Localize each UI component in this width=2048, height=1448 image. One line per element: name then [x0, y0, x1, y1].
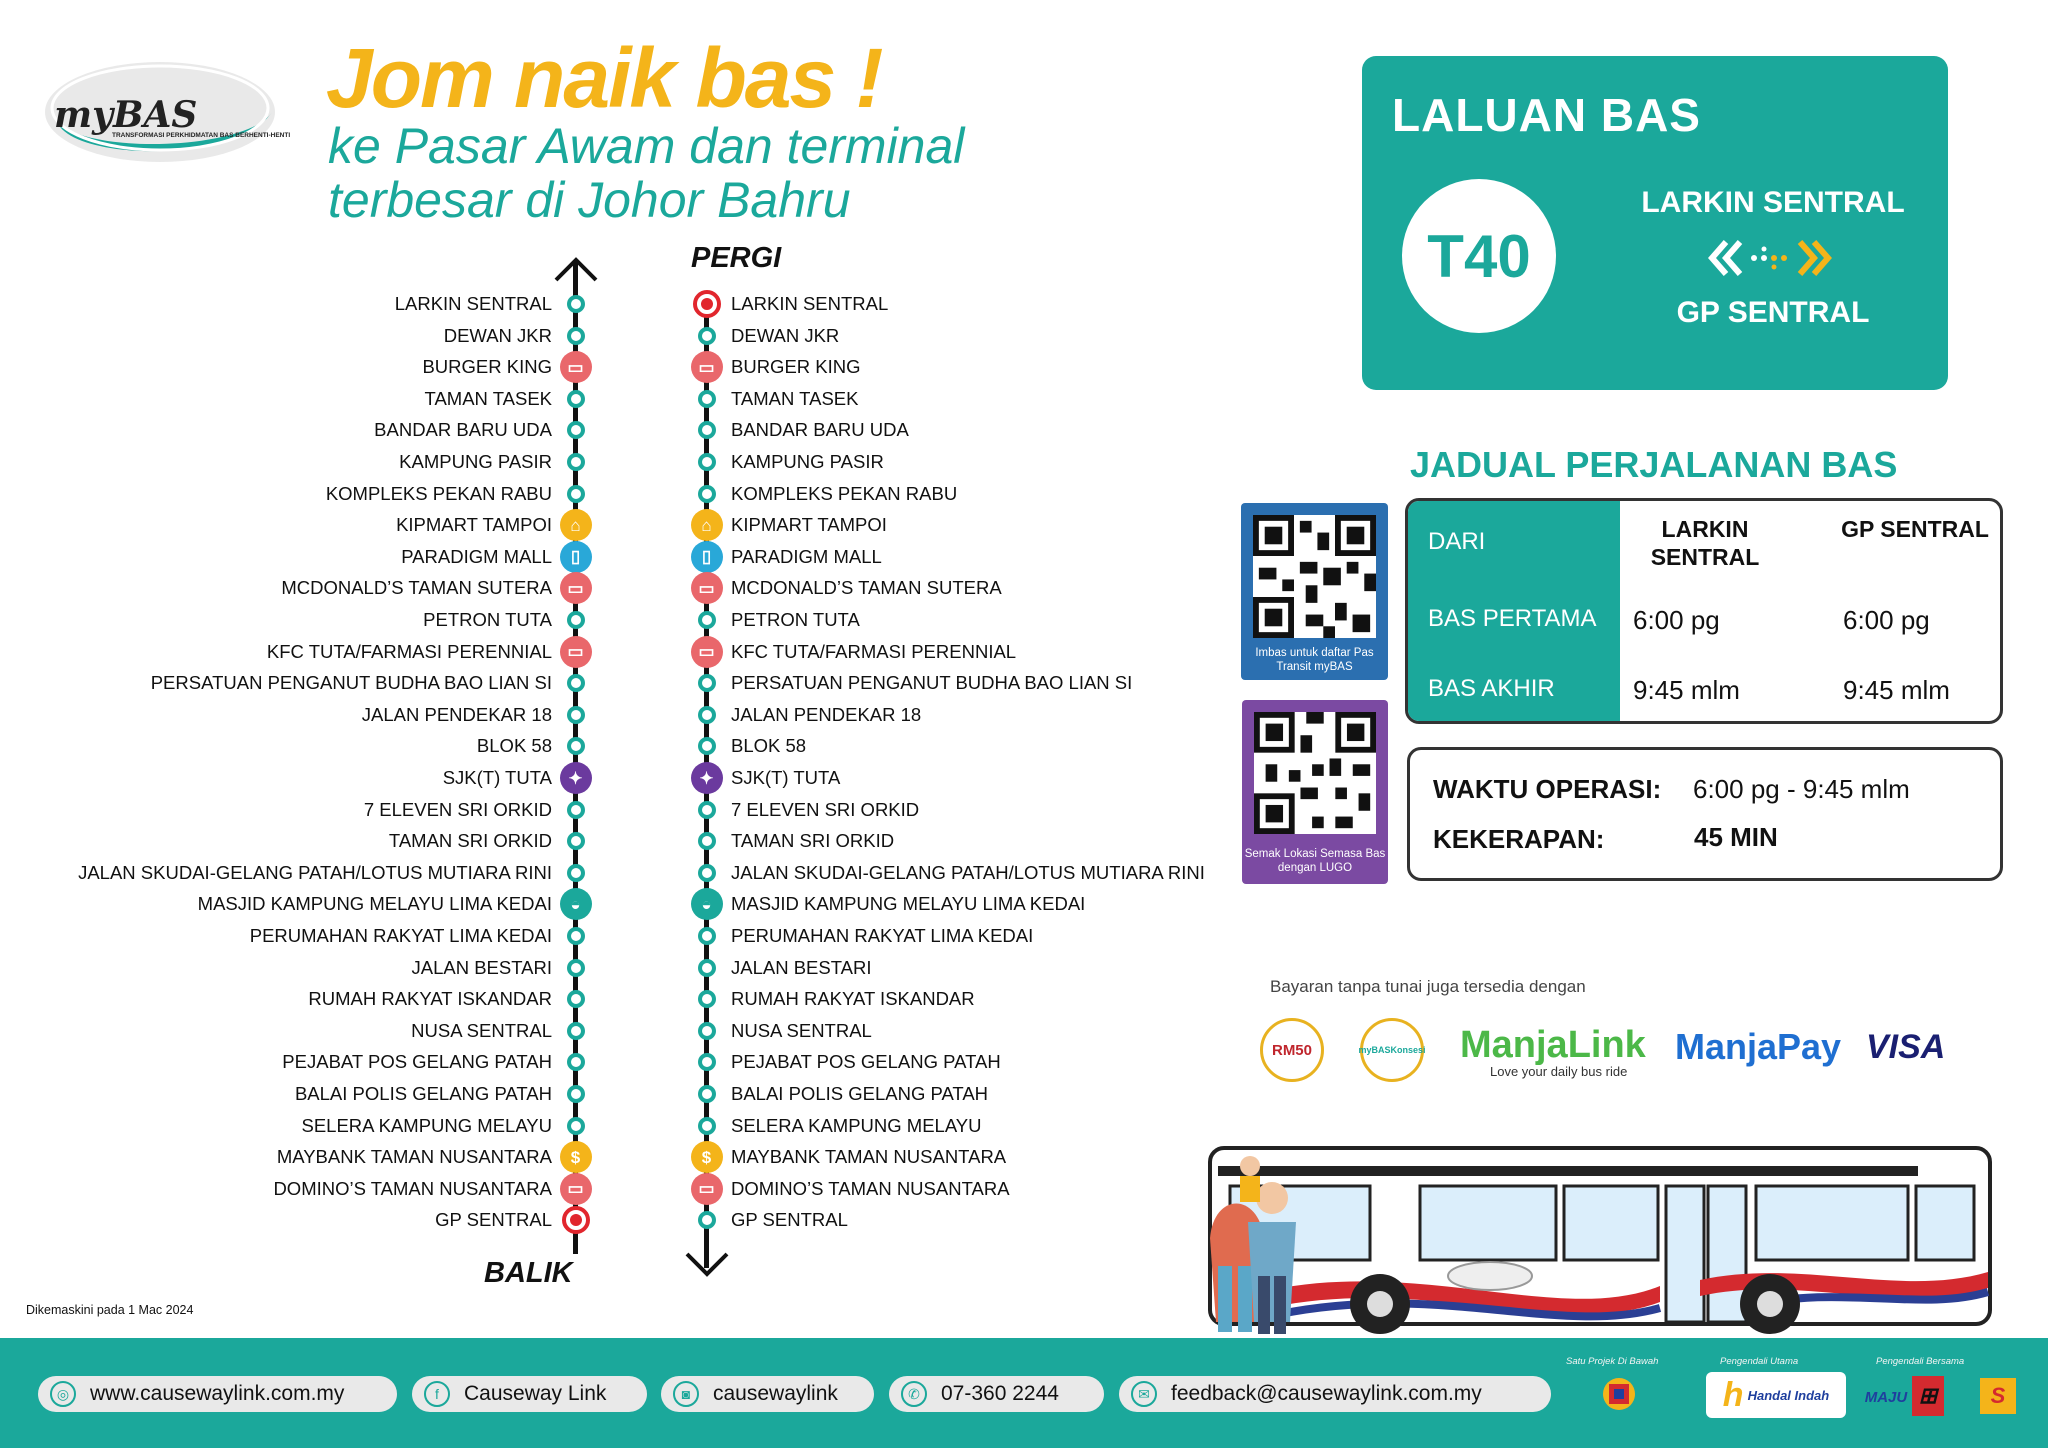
stop-label-pergi: SELERA KAMPUNG MELAYU [731, 1114, 982, 1136]
stop-label-balik: DEWAN JKR [443, 324, 552, 346]
stop-marker-icon [698, 421, 716, 439]
stop-marker-icon [567, 390, 585, 408]
stop-marker-icon [567, 1117, 585, 1135]
phone-icon: ✆ [901, 1381, 927, 1407]
stop-label-balik: JALAN SKUDAI-GELANG PATAH/LOTUS MUTIARA RINI [78, 861, 552, 883]
handal-mark-icon: h [1722, 1375, 1744, 1414]
stop-marker-icon [567, 1053, 585, 1071]
stop-label-pergi: TAMAN SRI ORKID [731, 830, 895, 852]
direction-label-out: PERGI [691, 242, 782, 274]
stop-marker-icon [567, 864, 585, 882]
website-text: www.causewaylink.com.my [90, 1382, 345, 1405]
stop-label-pergi: RUMAH RAKYAT ISKANDAR [731, 988, 975, 1010]
stop-label-pergi: JALAN PENDEKAR 18 [731, 703, 922, 725]
stop-label-balik: PETRON TUTA [423, 609, 552, 630]
stop-label-pergi: GP SENTRAL [731, 1209, 848, 1231]
stop-marker-icon [698, 1211, 716, 1229]
globe-icon: ◎ [50, 1381, 76, 1407]
operation-hours-label: WAKTU OPERASI: [1433, 774, 1662, 804]
stop-label-pergi: PERSATUAN PENGANUT BUDHA BAO LIAN SI [731, 672, 1133, 694]
stop-label-pergi: MASJID KAMPUNG MELAYU LIMA KEDAI [731, 893, 1086, 915]
stop-label-balik: SELERA KAMPUNG MELAYU [301, 1114, 552, 1136]
stop-marker-icon [567, 295, 585, 313]
stop-label-pergi: MAYBANK TAMAN NUSANTARA [731, 1146, 1007, 1168]
stop-label-balik: DOMINO’S TAMAN NUSANTARA [273, 1177, 552, 1199]
food-icon: ▭ [691, 351, 723, 383]
facebook-link[interactable] [412, 1376, 647, 1412]
stop-marker-icon [698, 1117, 716, 1135]
stop-marker-icon [567, 421, 585, 439]
frequency-label: KEKERAPAN: [1433, 824, 1605, 854]
stop-label-balik: RUMAH RAKYAT ISKANDAR [308, 988, 552, 1010]
bank-icon: $ [560, 1141, 592, 1173]
qr-caption-2: Semak Lokasi Semasa Bas dengan LUGO [1244, 848, 1386, 874]
last-bus-gp: 9:45 mlm [1843, 675, 1950, 705]
email-link[interactable] [1119, 1376, 1551, 1412]
stop-label-balik: PEJABAT POS GELANG PATAH [282, 1051, 552, 1073]
subheadline-1: ke Pasar Awam dan terminal [328, 118, 965, 174]
stop-label-balik: TAMAN TASEK [424, 387, 552, 409]
stop-label-balik: KAMPUNG PASIR [399, 451, 552, 472]
row-label-first-bus: BAS PERTAMA [1428, 605, 1597, 632]
stop-marker-icon [698, 390, 716, 408]
stop-marker-icon [698, 990, 716, 1008]
stop-marker-icon [567, 453, 585, 471]
qr-bus-location[interactable] [1242, 700, 1388, 884]
last-bus-larkin: 9:45 mlm [1633, 675, 1740, 705]
stop-label-balik: PARADIGM MALL [401, 545, 552, 567]
logo-text: myBAS [54, 94, 198, 136]
first-bus-larkin: 6:00 pg [1633, 605, 1720, 635]
stop-marker-icon [698, 1053, 716, 1071]
stop-marker-icon [567, 674, 585, 692]
route-origin: LARKIN SENTRAL [1641, 186, 1905, 219]
stop-marker-icon [567, 990, 585, 1008]
manjalink-logo: ManjaLink [1460, 1024, 1646, 1066]
col-header-larkin: LARKIN SENTRAL [1650, 516, 1760, 570]
transit-link-logo: ⊞ [1912, 1376, 1944, 1416]
operation-box [1407, 747, 2003, 881]
stop-marker-icon [698, 959, 716, 977]
stop-label-pergi: KFC TUTA/FARMASI PERENNIAL [731, 640, 1017, 662]
stop-marker-icon [698, 674, 716, 692]
caption-co-operator: Pengendali Bersama [1876, 1356, 1965, 1367]
route-box [1362, 56, 1948, 390]
stop-marker-icon [698, 864, 716, 882]
stop-label-pergi: PETRON TUTA [731, 609, 860, 630]
stop-label-pergi: DOMINO’S TAMAN NUSANTARA [731, 1177, 1010, 1199]
stop-marker-icon [567, 485, 585, 503]
shop-icon: ⌂ [691, 509, 723, 541]
stop-marker-icon [698, 832, 716, 850]
route-number: T40 [1402, 179, 1556, 333]
food-icon: ▭ [560, 1173, 592, 1205]
stop-marker-icon [698, 1085, 716, 1103]
logo-tagline: TRANSFORMASI PERKHIDMATAN BAS BERHENTI-HENTI [112, 132, 291, 139]
maju-logo: MAJU [1864, 1388, 1908, 1406]
col-header-gp: GP SENTRAL [1841, 516, 1989, 542]
first-bus-gp: 6:00 pg [1843, 605, 1930, 635]
food-icon: ▭ [560, 351, 592, 383]
stop-label-balik: 7 ELEVEN SRI ORKID [363, 798, 552, 820]
stop-marker-icon [567, 737, 585, 755]
direction-label-back: BALIK [484, 1257, 573, 1289]
arrow-down-icon [683, 1250, 731, 1280]
schedule-title: JADUAL PERJALANAN BAS [1410, 444, 1898, 485]
stop-marker-icon [567, 1022, 585, 1040]
stop-marker-icon [698, 611, 716, 629]
ministry-crest-icon [1596, 1372, 1642, 1418]
stop-marker-icon [698, 1022, 716, 1040]
stop-marker-icon [567, 959, 585, 977]
food-icon: ▭ [560, 572, 592, 604]
stop-label-pergi: BLOK 58 [731, 735, 807, 757]
food-icon: ▭ [691, 572, 723, 604]
route-destination: GP SENTRAL [1676, 296, 1870, 329]
mall-icon: ▯ [560, 541, 592, 573]
stop-marker-icon [698, 801, 716, 819]
shop-icon: ⌂ [560, 509, 592, 541]
stop-marker-icon [698, 453, 716, 471]
stop-label-pergi: PEJABAT POS GELANG PATAH [731, 1051, 1001, 1073]
stop-label-pergi: JALAN BESTARI [731, 956, 872, 978]
stop-marker-icon [698, 706, 716, 724]
stop-label-balik: BLOK 58 [476, 735, 552, 757]
food-icon: ▭ [560, 636, 592, 668]
headline: Jom naik bas ! [326, 31, 882, 125]
stop-marker-icon [567, 801, 585, 819]
stop-marker-icon [698, 485, 716, 503]
stop-label-balik: NUSA SENTRAL [411, 1019, 552, 1041]
caption-project: Satu Projek Di Bawah [1566, 1356, 1659, 1367]
stop-label-pergi: KIPMART TAMPOI [731, 514, 887, 536]
route-box-title: LALUAN BAS [1392, 89, 1701, 141]
frequency-value: 45 MIN [1694, 822, 1778, 852]
route-line-back [573, 262, 578, 1254]
school-icon: ✦ [691, 762, 723, 794]
manjalink-tagline: Love your daily bus ride [1490, 1064, 1628, 1079]
phone-text: 07-360 2244 [941, 1382, 1059, 1405]
stop-marker-icon [567, 1085, 585, 1103]
stop-label-pergi: BALAI POLIS GELANG PATAH [731, 1083, 989, 1104]
operation-hours-value: 6:00 pg - 9:45 mlm [1693, 774, 1910, 804]
sis-logo: S [1980, 1378, 2016, 1414]
stop-label-balik: MASJID KAMPUNG MELAYU LIMA KEDAI [197, 893, 552, 915]
terminal-marker-icon [562, 1206, 590, 1234]
stop-label-pergi: MCDONALD’S TAMAN SUTERA [731, 577, 1002, 599]
visa-logo: VISA [1866, 1028, 1946, 1066]
instagram-text: causewaylink [713, 1382, 838, 1405]
instagram-icon: ◙ [673, 1381, 699, 1407]
stop-marker-icon [567, 706, 585, 724]
stop-marker-icon [698, 327, 716, 345]
mall-icon: ▯ [691, 541, 723, 573]
stop-label-balik: KOMPLEKS PEKAN RABU [325, 482, 552, 504]
stop-label-pergi: PARADIGM MALL [731, 545, 882, 567]
mail-icon: ✉ [1131, 1381, 1157, 1407]
payment-text: Bayaran tanpa tunai juga tersedia dengan [1270, 977, 1586, 996]
qr-code-icon [1253, 515, 1376, 638]
mybas-concession-icon: myBASKonsesi [1360, 1018, 1424, 1082]
stop-label-pergi: JALAN SKUDAI-GELANG PATAH/LOTUS MUTIARA RINI [731, 861, 1205, 883]
schedule-table [1405, 498, 2003, 724]
stop-marker-icon [698, 737, 716, 755]
stop-label-balik: BALAI POLIS GELANG PATAH [294, 1083, 552, 1104]
stop-marker-icon [698, 927, 716, 945]
stop-label-pergi: PERUMAHAN RAKYAT LIMA KEDAI [731, 925, 1034, 946]
stop-label-balik: KFC TUTA/FARMASI PERENNIAL [266, 640, 552, 662]
stop-label-balik: KIPMART TAMPOI [396, 514, 552, 536]
transit-pass-rm50-icon: RM50 [1260, 1018, 1324, 1082]
stop-label-pergi: TAMAN TASEK [731, 387, 859, 409]
subheadline-2: terbesar di Johor Bahru [328, 172, 851, 228]
stop-label-pergi: KOMPLEKS PEKAN RABU [731, 482, 958, 504]
stop-label-balik: BURGER KING [422, 356, 552, 378]
facebook-icon: f [424, 1381, 450, 1407]
qr-code-icon [1254, 712, 1376, 834]
bank-icon: $ [691, 1141, 723, 1173]
instagram-link[interactable] [661, 1376, 874, 1412]
email-text: feedback@causewaylink.com.my [1171, 1382, 1482, 1405]
stop-label-balik: JALAN PENDEKAR 18 [361, 703, 552, 725]
stop-label-pergi: BURGER KING [731, 356, 861, 378]
stop-label-pergi: 7 ELEVEN SRI ORKID [731, 798, 920, 820]
stop-marker-icon [567, 327, 585, 345]
stop-label-balik: BANDAR BARU UDA [374, 419, 552, 441]
handal-indah-logo [1706, 1372, 1846, 1418]
stop-label-balik: JALAN BESTARI [411, 956, 552, 978]
stop-label-pergi: BANDAR BARU UDA [731, 419, 909, 441]
mybas-logo [40, 58, 291, 164]
qr-pass-registration[interactable] [1241, 503, 1388, 680]
food-icon: ▭ [691, 636, 723, 668]
manjapay-logo: ManjaPay [1675, 1026, 1842, 1067]
stop-label-balik: PERUMAHAN RAKYAT LIMA KEDAI [249, 925, 552, 946]
stop-marker-icon [567, 927, 585, 945]
bidirectional-arrow-icon [1704, 236, 1844, 280]
stop-label-pergi: SJK(T) TUTA [731, 767, 841, 788]
stop-label-balik: LARKIN SENTRAL [394, 293, 552, 314]
stop-marker-icon [567, 611, 585, 629]
bus-illustration [1140, 1126, 2000, 1340]
handal-text: Handal Indah [1747, 1387, 1830, 1403]
school-icon: ✦ [560, 762, 592, 794]
caption-main-operator: Pengendali Utama [1720, 1356, 1799, 1367]
website-link[interactable] [38, 1376, 397, 1412]
stop-label-balik: PERSATUAN PENGANUT BUDHA BAO LIAN SI [150, 672, 552, 694]
mosque-icon: ◒ [560, 888, 592, 920]
facebook-text: Causeway Link [464, 1382, 607, 1405]
stop-label-pergi: DEWAN JKR [731, 324, 840, 346]
stop-label-balik: TAMAN SRI ORKID [388, 830, 552, 852]
last-updated: Dikemaskini pada 1 Mac 2024 [26, 1303, 194, 1317]
arrow-up-icon [552, 254, 600, 284]
stop-label-pergi: NUSA SENTRAL [731, 1019, 872, 1041]
row-label-last-bus: BAS AKHIR [1428, 675, 1555, 702]
terminal-marker-icon [693, 290, 721, 318]
stop-marker-icon [567, 832, 585, 850]
mosque-icon: ◒ [691, 888, 723, 920]
stop-label-pergi: LARKIN SENTRAL [731, 293, 889, 314]
stop-label-pergi: KAMPUNG PASIR [731, 451, 884, 472]
stop-label-balik: MCDONALD’S TAMAN SUTERA [281, 577, 552, 599]
row-label-from: DARI [1428, 528, 1486, 555]
qr-caption-1: Imbas untuk daftar Pas Transit myBAS [1255, 647, 1374, 673]
stop-label-balik: MAYBANK TAMAN NUSANTARA [276, 1146, 552, 1168]
phone-link[interactable] [889, 1376, 1104, 1412]
stop-label-balik: GP SENTRAL [435, 1209, 552, 1231]
stop-label-balik: SJK(T) TUTA [442, 767, 552, 788]
food-icon: ▭ [691, 1173, 723, 1205]
